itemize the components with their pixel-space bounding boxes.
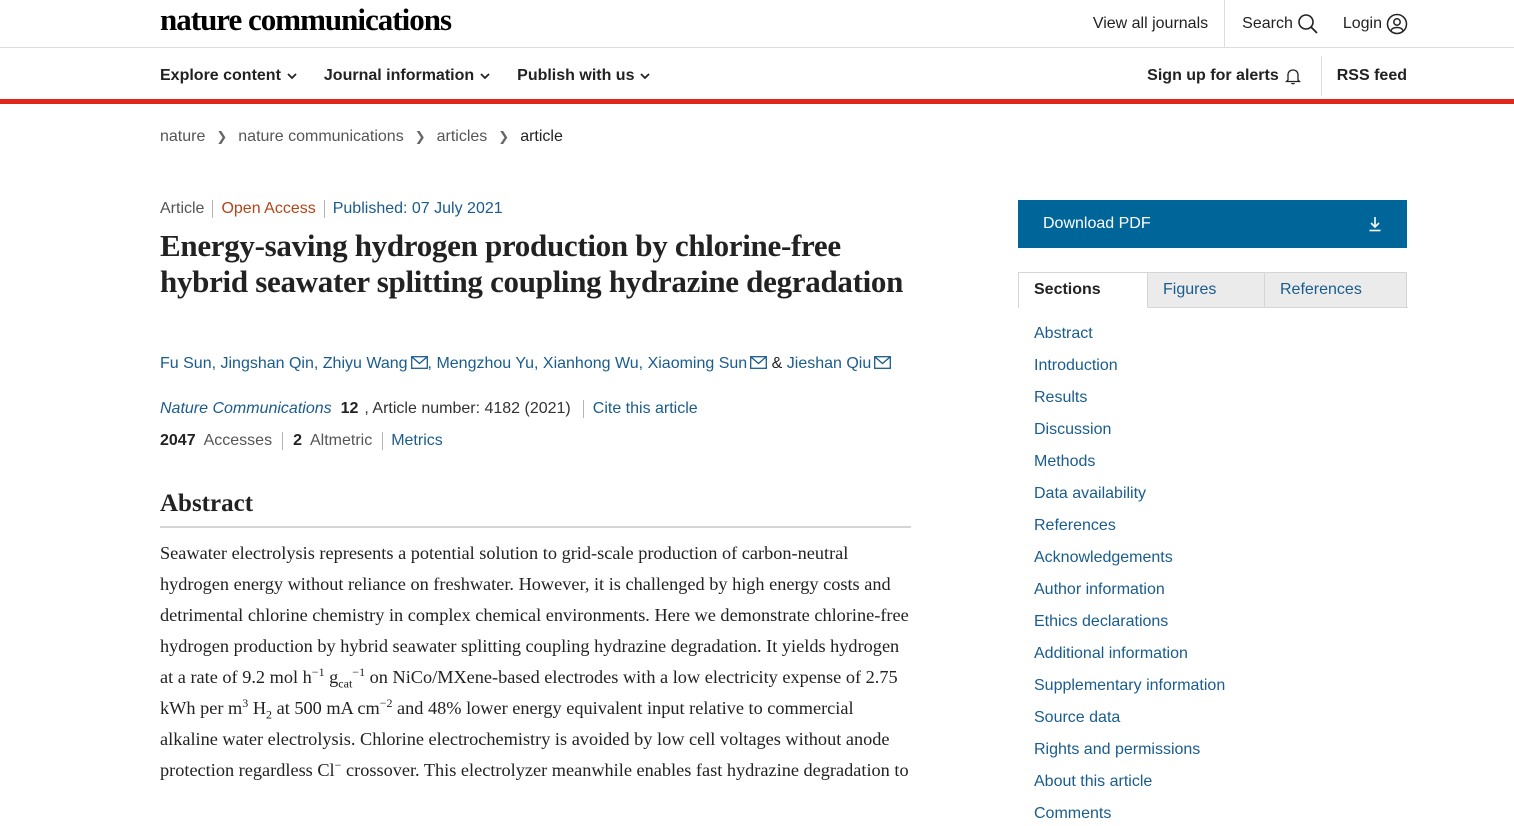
altmetric-value: 2 [293, 432, 302, 449]
rss-feed-link[interactable]: RSS feed [1336, 67, 1407, 84]
section-link-comments[interactable]: Comments [1034, 805, 1112, 822]
article-type: Article [160, 200, 213, 218]
section-link-introduction[interactable]: Introduction [1034, 357, 1118, 374]
abstract-segment: crossover. This electrolyzer meanwhile enables fast hydrazine degradation to [341, 760, 909, 780]
download-icon [1368, 216, 1382, 232]
tab-sections[interactable]: Sections [1019, 273, 1148, 308]
author-link[interactable]: Xiaoming Sun [647, 355, 748, 372]
abstract-superscript: −2 [379, 695, 393, 710]
section-link-data-availability[interactable]: Data availability [1034, 485, 1147, 502]
site-logo[interactable]: nature communications [160, 2, 452, 37]
abstract-superscript: −1 [352, 664, 366, 679]
article-number: , Article number: 4182 (2021) [364, 400, 583, 418]
abstract-superscript: 3 [242, 695, 249, 710]
altmetric-metric [283, 432, 383, 450]
bell-icon [1285, 68, 1301, 85]
nav-publish-with-us[interactable] [517, 67, 650, 85]
nav-journal-label: Journal information [323, 67, 475, 84]
journal-volume: 12 [340, 400, 359, 417]
mail-icon[interactable] [750, 356, 767, 369]
abstract-segment: g [324, 667, 339, 687]
journal-name-link[interactable]: Nature Communications [160, 400, 332, 417]
top-links [1093, 0, 1408, 48]
published-date: Published: 07 July 2021 [332, 200, 503, 217]
author-ampersand: & [771, 355, 783, 372]
chevron-right-icon: ❯ [414, 129, 426, 144]
nav-journal-information[interactable] [324, 67, 490, 85]
cite-this-article-link[interactable]: Cite this article [592, 400, 698, 417]
nav-publish-label: Publish with us [517, 67, 635, 84]
search-label: Search [1242, 15, 1293, 32]
section-link-rights-permissions[interactable]: Rights and permissions [1034, 741, 1201, 758]
abstract-segment: and 48% lower energy equivalent input relative to commercial alkaline water electrolysis. Chlorine electrochemistry is avoided by low cell voltages without anode protection regardless Cl [160, 698, 890, 780]
sidebar-tabs [1018, 272, 1407, 308]
section-link-acknowledgements[interactable]: Acknowledgements [1034, 549, 1173, 566]
breadcrumb [160, 128, 563, 146]
download-pdf-button[interactable] [1018, 200, 1407, 248]
search-button[interactable] [1225, 0, 1343, 48]
section-link-abstract[interactable]: Abstract [1034, 325, 1093, 342]
abstract-superscript: −1 [311, 664, 325, 679]
abstract-subscript: cat [338, 676, 353, 691]
author-link[interactable]: Zhiyu Wang [322, 355, 408, 372]
metrics-link[interactable]: Metrics [391, 432, 443, 449]
article-metrics [160, 432, 443, 450]
journal-citation [160, 400, 698, 418]
login-button[interactable] [1343, 0, 1408, 48]
tab-figures[interactable]: Figures [1148, 273, 1265, 308]
section-link-source-data[interactable]: Source data [1034, 709, 1121, 726]
abstract-segment: on NiCo/MXene-based electrodes with a low electricity expense of 2.75 kWh per m [160, 667, 898, 718]
article-title: Energy-saving hydrogen production by chlorine-free hybrid seawater splitting coupling hydrazine degradation [160, 228, 904, 299]
nav-explore-content[interactable] [160, 67, 297, 85]
abstract-subscript: 2 [266, 707, 273, 722]
accesses-metric [160, 432, 283, 450]
mail-icon[interactable] [411, 356, 428, 369]
view-all-journals-link[interactable]: View all journals [1093, 0, 1225, 48]
abstract-segment: Seawater electrolysis represents a potential solution to grid-scale production of carbon-neutral hydrogen energy without reliance on freshwater. However, it is challenged by high energy costs and detrimental chlorine chemistry in complex chemical environments. Here we demonstrate chlorine-free hydrogen production by hybrid seawater splitting coupling hydrazine degradation. It yields hydrogen at a rate of 9.2 mol h [160, 543, 909, 687]
section-link-additional-information[interactable]: Additional information [1034, 645, 1188, 662]
abstract-heading: Abstract [160, 490, 911, 528]
tab-references[interactable]: References [1265, 273, 1408, 308]
breadcrumb-articles[interactable]: articles [436, 128, 488, 145]
author-list: Fu Sun, Jingshan Qin, Zhiyu Wang , Mengzhou Yu, Xianhong Wu, Xiaoming Sun & Jieshan Qiu [160, 355, 891, 373]
accesses-value: 2047 [160, 432, 196, 449]
section-link-supplementary-information[interactable]: Supplementary information [1034, 677, 1226, 694]
nav-explore-label: Explore content [160, 67, 281, 84]
section-link-references[interactable]: References [1034, 517, 1116, 534]
top-header [0, 0, 1514, 48]
chevron-right-icon: ❯ [216, 129, 228, 144]
chevron-down-icon [640, 71, 650, 81]
sign-up-alerts-link[interactable] [1147, 56, 1322, 96]
abstract-superscript: − [334, 757, 342, 772]
section-link-about-article[interactable]: About this article [1034, 773, 1153, 790]
section-link-discussion[interactable]: Discussion [1034, 421, 1112, 438]
section-link-ethics-declarations[interactable]: Ethics declarations [1034, 613, 1169, 630]
author-link[interactable]: Fu Sun [160, 355, 212, 372]
login-label: Login [1342, 15, 1382, 32]
alerts-label: Sign up for alerts [1147, 67, 1279, 84]
author-link[interactable]: Mengzhou Yu [436, 355, 534, 372]
author-link[interactable]: Jieshan Qiu [786, 355, 872, 372]
section-link-methods[interactable]: Methods [1034, 453, 1096, 470]
download-pdf-label: Download PDF [1043, 215, 1151, 232]
abstract-segment: at 500 mA cm [272, 698, 380, 718]
article-meta [160, 200, 503, 218]
author-link[interactable]: Xianhong Wu [542, 355, 639, 372]
altmetric-label: Altmetric [309, 432, 373, 449]
chevron-down-icon [480, 71, 490, 81]
search-icon [1297, 13, 1319, 35]
mail-icon[interactable] [874, 356, 891, 369]
abstract-segment: H [248, 698, 267, 718]
user-icon [1386, 13, 1408, 35]
section-link-results[interactable]: Results [1034, 389, 1088, 406]
chevron-down-icon [287, 71, 297, 81]
sections-list [1034, 321, 1225, 826]
accesses-label: Accesses [203, 432, 273, 449]
chevron-right-icon: ❯ [498, 129, 510, 144]
breadcrumb-nature-communications[interactable]: nature communications [238, 128, 404, 145]
open-access-badge: Open Access [213, 200, 324, 218]
main-nav [0, 49, 1514, 104]
breadcrumb-article: article [520, 128, 563, 145]
breadcrumb-nature[interactable]: nature [160, 128, 206, 145]
author-link[interactable]: Jingshan Qin [220, 355, 314, 372]
section-link-author-information[interactable]: Author information [1034, 581, 1165, 598]
abstract-text [160, 538, 912, 786]
